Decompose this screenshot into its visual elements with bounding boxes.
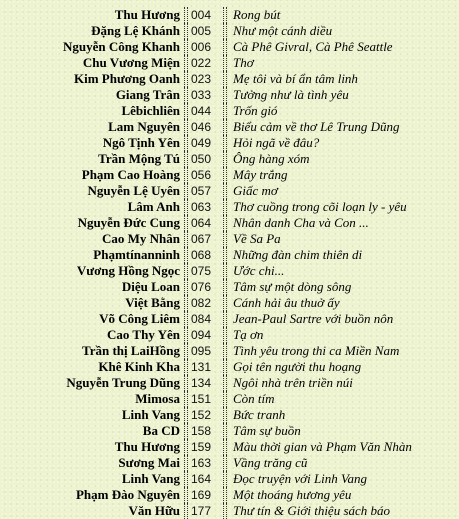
article-title[interactable]: Trốn gió: [233, 103, 278, 118]
article-title[interactable]: Những đàn chim thiên di: [233, 247, 363, 262]
page-number: 177: [191, 504, 212, 518]
page-number: 158: [191, 424, 212, 438]
column-separator: [223, 247, 227, 263]
column-separator: [184, 391, 188, 407]
page-number: 005: [191, 24, 212, 38]
toc-row[interactable]: [0, 247, 459, 263]
column-separator: [223, 471, 227, 487]
author-name: Linh Vang: [121, 407, 180, 422]
toc-row[interactable]: [0, 487, 459, 503]
author-name: Cao Thy Yên: [107, 327, 180, 342]
page-number: 022: [191, 56, 212, 70]
article-title[interactable]: Gọi tên người thu hoạng: [233, 359, 362, 374]
page-number: 067: [191, 232, 212, 246]
author-name: Nguyễn Lệ Uyên: [87, 183, 180, 198]
column-separator: [184, 151, 188, 167]
column-separator: [184, 231, 188, 247]
author-name: Giang Trân: [115, 87, 180, 102]
article-title[interactable]: Vầng trăng cũ: [233, 455, 308, 470]
author-name: Sương Mai: [118, 455, 180, 470]
column-separator: [223, 407, 227, 423]
toc-row[interactable]: [0, 311, 459, 327]
author-name: Lam Nguyên: [108, 119, 180, 134]
toc-row[interactable]: [0, 343, 459, 359]
column-separator: [184, 55, 188, 71]
author-name: Văn Hữu: [128, 503, 180, 518]
toc-row[interactable]: [0, 391, 459, 407]
column-separator: [184, 71, 188, 87]
article-title[interactable]: Giấc mơ: [233, 183, 278, 198]
column-separator: [223, 279, 227, 295]
page-number: 094: [191, 328, 212, 342]
author-name: Kim Phương Oanh: [73, 71, 180, 86]
column-separator: [223, 231, 227, 247]
article-title[interactable]: Còn tím: [233, 391, 275, 406]
column-separator: [184, 135, 188, 151]
author-name: Vương Hồng Ngọc: [76, 263, 180, 278]
column-separator: [184, 439, 188, 455]
author-name: Nguyễn Đức Cung: [77, 215, 180, 230]
column-separator: [223, 87, 227, 103]
article-title[interactable]: Mây trắng: [233, 167, 288, 182]
column-separator: [184, 471, 188, 487]
page-number: 095: [191, 344, 212, 358]
toc-row[interactable]: [0, 119, 459, 135]
author-name: Lâm Anh: [127, 199, 180, 214]
toc-row[interactable]: [0, 39, 459, 55]
column-separator: [184, 423, 188, 439]
author-name: Ngô Tịnh Yên: [102, 135, 180, 150]
column-separator: [184, 87, 188, 103]
column-separator: [184, 119, 188, 135]
column-separator: [184, 343, 188, 359]
article-title[interactable]: Cà Phê Givral, Cà Phê Seattle: [233, 39, 393, 54]
column-separator: [223, 183, 227, 199]
column-separator: [184, 199, 188, 215]
article-title[interactable]: Thơ: [233, 55, 254, 70]
column-separator: [223, 327, 227, 343]
column-separator: [223, 23, 227, 39]
toc-row[interactable]: [0, 455, 459, 471]
column-separator: [223, 263, 227, 279]
page-number: 056: [191, 168, 212, 182]
article-title[interactable]: Ngôi nhà trên triền núi: [233, 375, 353, 390]
page-number: 050: [191, 152, 212, 166]
page-number: 134: [191, 376, 212, 390]
author-name: Phạmtínanninh: [93, 247, 180, 262]
toc-row[interactable]: [0, 23, 459, 39]
article-title[interactable]: Bức tranh: [233, 407, 286, 422]
article-title[interactable]: Tình yêu trong thi ca Miền Nam: [233, 343, 400, 358]
article-title[interactable]: Thơ cuồng trong cõi loạn ly - yêu: [233, 199, 407, 214]
column-separator: [223, 119, 227, 135]
author-name: Mimosa: [135, 391, 180, 406]
article-title[interactable]: Hỏi ngã về đâu?: [233, 135, 320, 150]
article-title[interactable]: Đọc truyện với Linh Vang: [233, 471, 368, 486]
column-separator: [223, 343, 227, 359]
column-separator: [223, 55, 227, 71]
toc-row[interactable]: [0, 407, 459, 423]
column-separator: [184, 455, 188, 471]
page-number: 063: [191, 200, 212, 214]
page-number: 064: [191, 216, 212, 230]
article-title[interactable]: Nhân danh Cha và Con ...: [233, 215, 369, 230]
article-title[interactable]: Một thoáng hương yêu: [233, 487, 352, 502]
article-title[interactable]: Rong bút: [233, 7, 281, 22]
page-number: 131: [191, 360, 212, 374]
column-separator: [223, 215, 227, 231]
article-title[interactable]: Ông hàng xóm: [233, 151, 310, 166]
toc-row[interactable]: [0, 215, 459, 231]
author-name: Lêbichliên: [121, 103, 180, 118]
column-separator: [223, 103, 227, 119]
toc-row[interactable]: [0, 167, 459, 183]
column-separator: [184, 183, 188, 199]
column-separator: [223, 423, 227, 439]
page-number: 084: [191, 312, 212, 326]
column-separator: [184, 103, 188, 119]
column-separator: [223, 39, 227, 55]
column-separator: [184, 295, 188, 311]
column-separator: [184, 375, 188, 391]
page-number: 068: [191, 248, 212, 262]
toc-row[interactable]: [0, 199, 459, 215]
article-title[interactable]: Tâm sự buồn: [233, 423, 301, 438]
toc-row[interactable]: [0, 471, 459, 487]
author-name: Diệu Loan: [121, 279, 180, 294]
toc-row[interactable]: [0, 231, 459, 247]
column-separator: [184, 167, 188, 183]
column-separator: [223, 71, 227, 87]
author-name: Phạm Đào Nguyên: [75, 487, 180, 502]
column-separator: [223, 135, 227, 151]
column-separator: [223, 391, 227, 407]
column-separator: [184, 39, 188, 55]
article-title[interactable]: Ước chi...: [233, 263, 285, 278]
column-separator: [184, 7, 188, 23]
author-name: Phạm Cao Hoàng: [81, 167, 180, 182]
author-name: Võ Công Liêm: [99, 311, 180, 326]
author-name: Chu Vương Miện: [82, 55, 180, 70]
article-title[interactable]: Tâm sự một dòng sông: [233, 279, 352, 294]
column-separator: [223, 455, 227, 471]
column-separator: [223, 199, 227, 215]
author-name: Nguyễn Công Khanh: [62, 39, 180, 54]
toc-row[interactable]: [0, 327, 459, 343]
page-number: 057: [191, 184, 212, 198]
column-separator: [184, 503, 188, 519]
article-title[interactable]: Tưởng như là tình yêu: [233, 87, 349, 102]
author-name: Thu Hương: [114, 7, 180, 22]
page-number: 075: [191, 264, 212, 278]
table-of-contents: [0, 7, 459, 519]
page-number: 033: [191, 88, 212, 102]
author-name: Thu Hương: [114, 439, 180, 454]
page-number: 049: [191, 136, 212, 150]
article-title[interactable]: Cánh hải âu thuở ấy: [233, 295, 340, 310]
author-name: Linh Vang: [121, 471, 180, 486]
column-separator: [223, 503, 227, 519]
column-separator: [223, 167, 227, 183]
column-separator: [223, 487, 227, 503]
toc-row[interactable]: [0, 7, 459, 23]
page-number: 004: [191, 8, 212, 22]
column-separator: [223, 359, 227, 375]
toc-row[interactable]: [0, 135, 459, 151]
author-name: Cao My Nhân: [101, 231, 180, 246]
article-title[interactable]: Màu thời gian và Phạm Văn Nhàn: [233, 439, 412, 454]
page-number: 151: [191, 392, 212, 406]
toc-row[interactable]: [0, 503, 459, 519]
toc-row[interactable]: [0, 103, 459, 119]
column-separator: [184, 247, 188, 263]
page-number: 044: [191, 104, 212, 118]
column-separator: [184, 263, 188, 279]
toc-row[interactable]: [0, 55, 459, 71]
article-title[interactable]: Jean-Paul Sartre với buồn nôn: [233, 311, 394, 326]
column-separator: [184, 487, 188, 503]
column-separator: [223, 375, 227, 391]
column-separator: [184, 215, 188, 231]
column-separator: [223, 311, 227, 327]
article-title[interactable]: Thư tín & Giới thiệu sách báo: [233, 503, 391, 518]
page-number: 169: [191, 488, 212, 502]
toc-row[interactable]: [0, 71, 459, 87]
article-title[interactable]: Như một cánh diều: [233, 23, 333, 38]
column-separator: [223, 7, 227, 23]
column-separator: [184, 407, 188, 423]
author-name: Ba CD: [142, 423, 180, 438]
toc-row[interactable]: [0, 279, 459, 295]
author-name: Việt Bằng: [125, 295, 180, 310]
author-name: Trần Mộng Tú: [98, 151, 180, 166]
author-name: Đặng Lệ Khánh: [91, 23, 180, 38]
article-title[interactable]: Biểu cảm về thơ Lê Trung Dũng: [233, 119, 400, 134]
author-name: Nguyễn Trung Dũng: [66, 375, 180, 390]
toc-row[interactable]: [0, 295, 459, 311]
page-number: 152: [191, 408, 212, 422]
toc-row[interactable]: [0, 375, 459, 391]
page-number: 164: [191, 472, 212, 486]
column-separator: [223, 151, 227, 167]
toc-row[interactable]: [0, 87, 459, 103]
column-separator: [184, 359, 188, 375]
toc-row[interactable]: [0, 183, 459, 199]
toc-row[interactable]: [0, 439, 459, 455]
author-name: Khê Kinh Kha: [98, 359, 180, 374]
page-number: 163: [191, 456, 212, 470]
column-separator: [223, 439, 227, 455]
column-separator: [184, 311, 188, 327]
page-number: 082: [191, 296, 212, 310]
page-number: 159: [191, 440, 212, 454]
toc-row[interactable]: [0, 151, 459, 167]
toc-row[interactable]: [0, 359, 459, 375]
page-number: 006: [191, 40, 212, 54]
toc-row[interactable]: [0, 423, 459, 439]
column-separator: [223, 295, 227, 311]
article-title[interactable]: Tạ ơn: [233, 327, 264, 342]
article-title[interactable]: Mẹ tôi và bí ẩn tâm linh: [233, 71, 358, 86]
page-number: 076: [191, 280, 212, 294]
toc-row[interactable]: [0, 263, 459, 279]
column-separator: [184, 23, 188, 39]
article-title[interactable]: Về Sa Pa: [233, 231, 281, 246]
column-separator: [184, 279, 188, 295]
page-number: 023: [191, 72, 212, 86]
author-name: Trần thị LaiHồng: [81, 343, 180, 358]
page-number: 046: [191, 120, 212, 134]
column-separator: [184, 327, 188, 343]
